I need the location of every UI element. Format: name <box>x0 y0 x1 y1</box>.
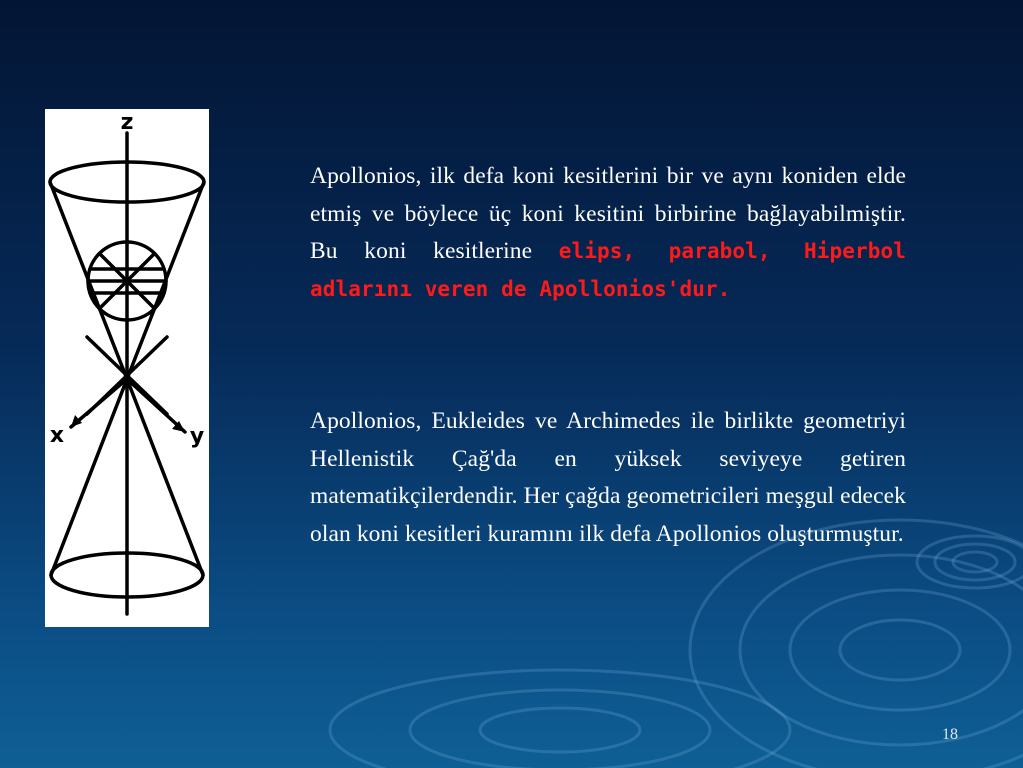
paragraph-apollonios-mathematicians: Apollonios, Eukleides ve Archimedes ile birlikte geometriyi Hellenistik Çağ'da en yüksek seviyeye getiren matematikçilerdendir. Her çağda geometricileri meşgul edecek olan koni kesitleri kuramını ilk defa Apollonios oluşturmuştur. <box>310 408 906 547</box>
lower-cone-left-edge <box>51 379 127 575</box>
slide-number: 18 <box>942 726 958 743</box>
lower-cone-right-edge <box>127 379 203 575</box>
double-cone-diagram <box>45 109 209 627</box>
paragraph1-lead: Apollonios, ilk defa koni kesitlerini bir ve aynı koniden elde etmiş ve böylece üç koni kesitini birbirine bağlayabilmiştir. Bu koni kesitlerine <box>310 163 906 264</box>
z-axis-label: z <box>120 110 134 135</box>
paragraph-apollonios-conic-sections <box>310 158 906 308</box>
y-axis-label: y <box>189 424 205 449</box>
double-cone-illustration <box>45 109 209 627</box>
paragraph1-highlight: elips, parabol, Hiperbol adlarını veren de Apollonios'dur. <box>310 239 906 301</box>
x-axis-label: x <box>49 423 65 448</box>
